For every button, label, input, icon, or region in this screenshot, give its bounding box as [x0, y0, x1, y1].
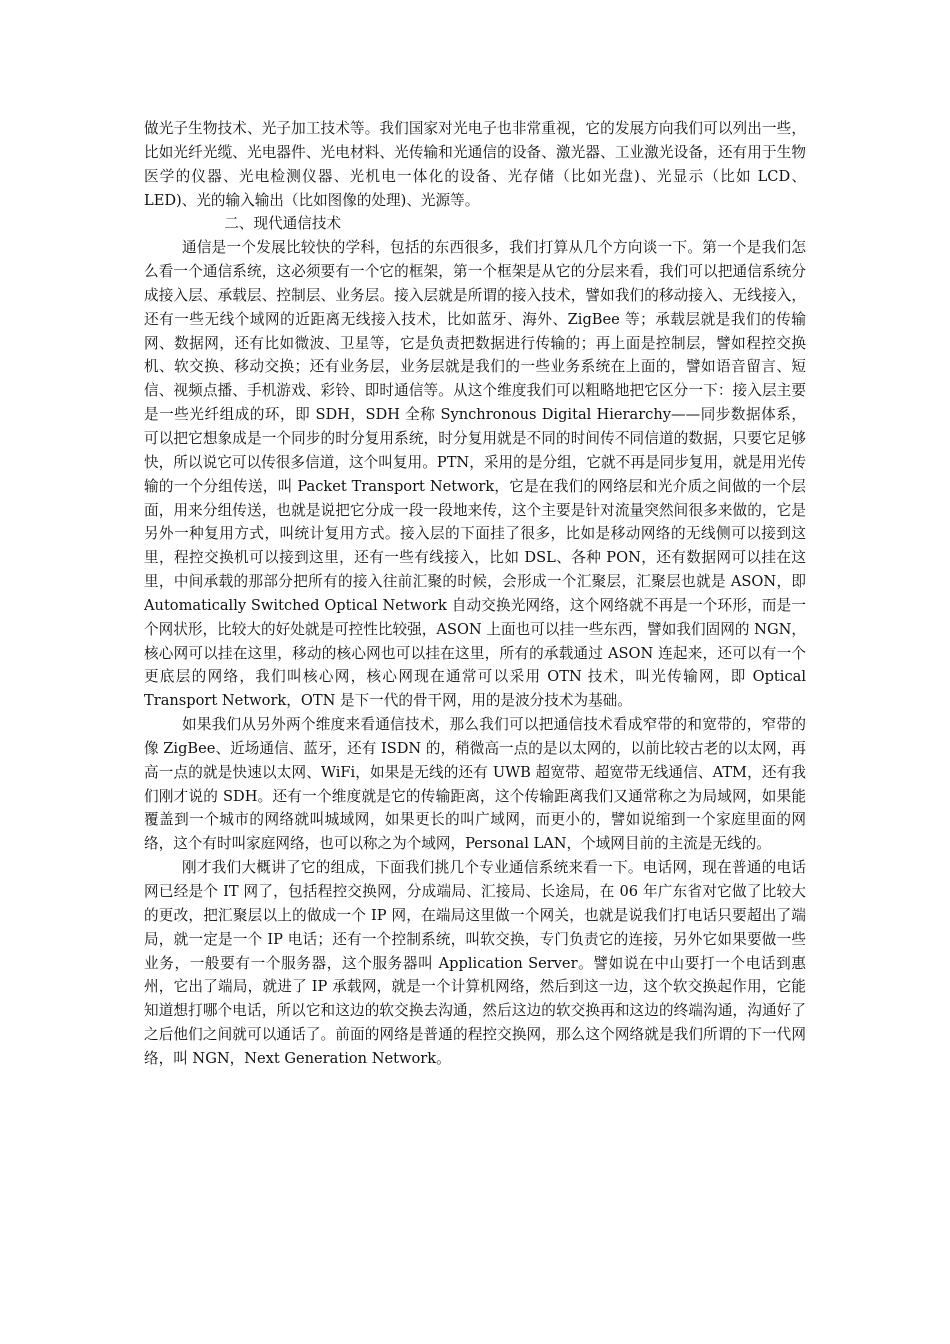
- paragraph-optoelectronics: 做光子生物技术、光子加工技术等。我们国家对光电子也非常重视，它的发展方向我们可以列出一些，比如光纤光缆、光电器件、光电材料、光传输和光通信的设备、激光器、工业激光设备，还有用于生物医学的仪器、光电检测仪器、光机电一体化的设备、光存储（比如光盘)、光显示（比如 LCD、LED)、光的输入输出（比如图像的处理)、光源等。: [144, 120, 806, 209]
- document-body: [144, 117, 806, 1071]
- paragraph-telephone-network: 刚才我们大概讲了它的组成，下面我们挑几个专业通信系统来看一下。电话网，现在普通的电话网已经是个 IT 网了，包括程控交换网，分成端局、汇接局、长途局，在 06 年广东省对它做了比较大的更改，把汇聚层以上的做成一个 IP 网，在端局这里做一个网关，也就是说我们打电话只要超出了端局，就一定是一个 IP 电话；还有一个控制系统，叫软交换，专门负责它的连接，另外它如果要做一些业务，一般要有一个服务器，这个服务器叫 Application Server。譬如说在中山要打一个电话到惠州，它出了端局，就进了 IP 承载网，就是一个计算机网络，然后到这一边，这个软交换起作用，它能知道想打哪个电话，所以它和这边的软交换去沟通，然后这边的软交换再和这边的终端沟通，沟通好了之后他们之间就可以通话了。前面的网络是普通的程控交换网，那么这个网络就是我们所谓的下一代网络，叫 NGN，Next Generation Network。: [144, 859, 806, 1067]
- paragraph-network-layers: 通信是一个发展比较快的学科，包括的东西很多，我们打算从几个方向谈一下。第一个是我们怎么看一个通信系统，这必须要有一个它的框架，第一个框架是从它的分层来看，我们可以把通信系统分成接入层、承载层、控制层、业务层。接入层就是所谓的接入技术，譬如我们的移动接入、无线接入，还有一些无线个域网的近距离无线接入技术，比如蓝牙、海外、ZigBee 等；承载层就是我们的传输网、数据网，还有比如微波、卫星等，它是负责把数据进行传输的；再上面是控制层，譬如程控交换机、软交换、移动交换；还有业务层，业务层就是我们的一些业务系统在上面的，譬如语音留言、短信、视频点播、手机游戏、彩铃、即时通信等。从这个维度我们可以粗略地把它区分一下：接入层主要是一些光纤组成的环，即 SDH，SDH 全称 Synchronous Digital Hierarchy——同步数据体系，可以把它想象成是一个同步的时分复用系统，时分复用就是不同的时间传不同信道的数据，只要它足够快，所以说它可以传很多信道，这个叫复用。PTN，采用的是分组，它就不再是同步复用，就是用光传输的一个分组传送，叫 Packet Transport Network，它是在我们的网络层和光介质之间做的一个层面，用来分组传送，也就是说把它分成一段一段地来传，这个主要是针对流量突然间很多来做的，它是另外一种复用方式，叫统计复用方式。接入层的下面挂了很多，比如是移动网络的无线侧可以接到这里，程控交换机可以接到这里，还有一些有线接入，比如 DSL、各种 PON，还有数据网可以挂在这里，中间承载的那部分把所有的接入往前汇聚的时候，会形成一个汇聚层，汇聚层也就是 ASON，即 Automatically Switched Optical Network 自动交换光网络，这个网络就不再是一个环形，而是一个网状形，比较大的好处就是可控性比较强，ASON 上面也可以挂一些东西，譬如我们固网的 NGN，核心网可以挂在这里，移动的核心网也可以挂在这里，所有的承载通过 ASON 连起来，还可以有一个更底层的网络，我们叫核心网，核心网现在通常可以采用 OTN 技术，叫光传输网，即 Optical Transport Network，OTN 是下一代的骨干网，用的是波分技术为基础。: [144, 239, 806, 710]
- section-heading-communication: 二、现代通信技术: [224, 215, 342, 233]
- paragraph-bandwidth-distance: 如果我们从另外两个维度来看通信技术，那么我们可以把通信技术看成窄带的和宽带的，窄带的像 ZigBee、近场通信、蓝牙，还有 ISDN 的，稍微高一点的是以太网的，以前比较古老的以太网，再高一点的就是快速以太网、WiFi，如果是无线的还有 UWB 超宽带、超宽带无线通信、ATM，还有我们刚才说的 SDH。还有一个维度就是它的传输距离，这个传输距离我们又通常称之为局域网，如果能覆盖到一个城市的网络就叫城域网，如果更长的叫广域网，而更小的，譬如说缩到一个家庭里面的网络，这个有时叫家庭网络，也可以称之为个域网，Personal LAN，个域网目前的主流是无线的。: [144, 716, 806, 853]
